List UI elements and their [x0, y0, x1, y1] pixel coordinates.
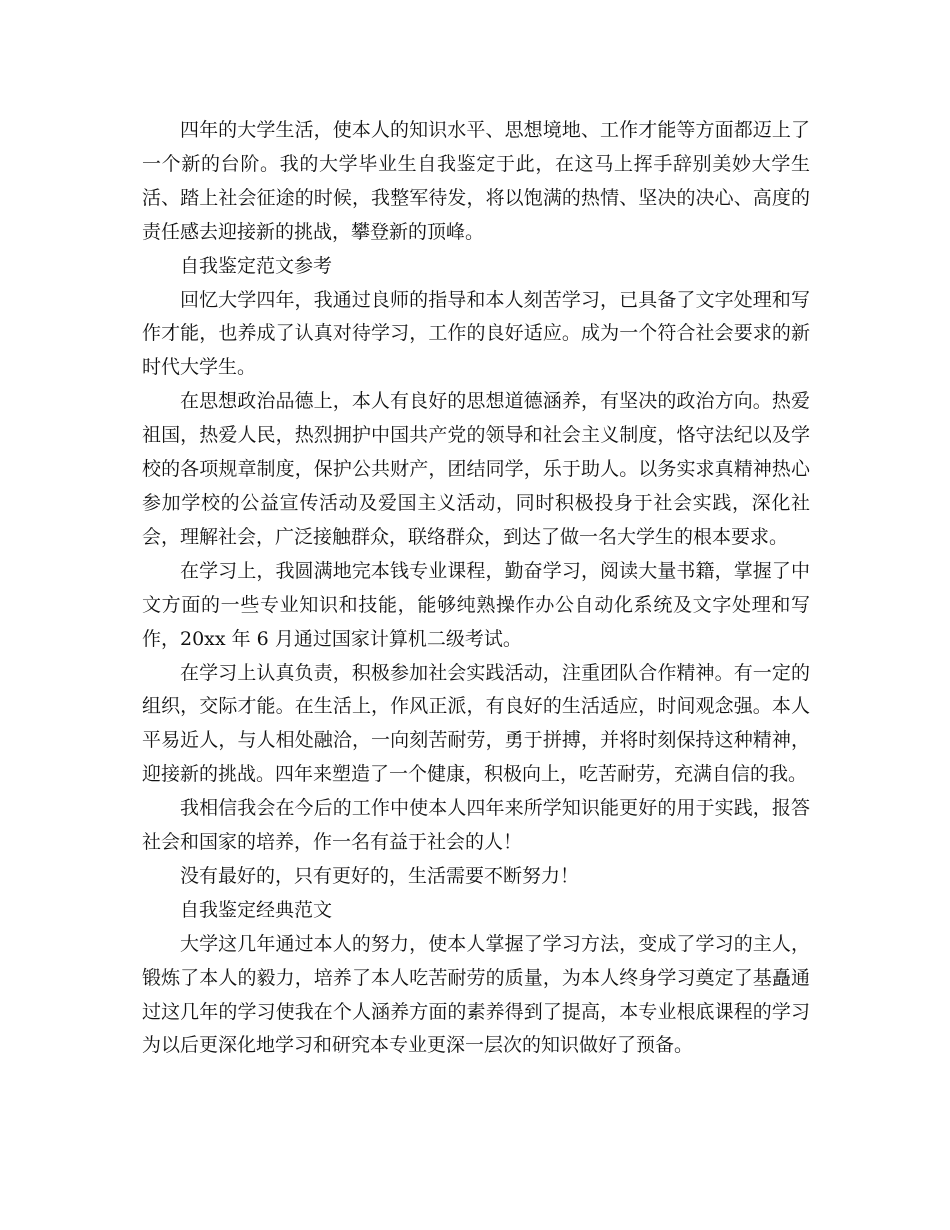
paragraph-politics: 在思想政治品德上，本人有良好的思想道德涵养，有坚决的政治方向。热爱祖国，热爱人民，热烈拥护中国共产党的领导和社会主义制度，恪守法纪以及学校的各项规章制度，保护公共财产，团结同学，乐于助人。以务实求真精神热心参加学校的公益宣传活动及爱国主义活动，同时积极投身于社会实践，深化社会，理解社会，广泛接触群众，联络群众，到达了做一名大学生的根本要求。 [142, 390, 810, 548]
document-body [142, 114, 810, 1063]
paragraph-university-years: 大学这几年通过本人的努力，使本人掌握了学习方法，变成了学习的主人，锻炼了本人的毅力，培养了本人吃苦耐劳的质量，为本人终身学习奠定了基矗通过这几年的学习使我在个人涵养方面的素养得到了提高，本专业根底课程的学习为以后更深化地学习和研究本专业更深一层次的知识做好了预备。 [142, 932, 810, 1057]
paragraph-recall: 回忆大学四年，我通过良师的指导和本人刻苦学习，已具备了文字处理和写作才能，也养成了认真对待学习，工作的良好适应。成为一个符合社会要求的新时代大学生。 [142, 288, 810, 379]
section-heading-classic: 自我鉴定经典范文 [180, 898, 333, 921]
paragraph-study: 在学习上，我圆满地完本钱专业课程，勤奋学习，阅读大量书籍，掌握了中文方面的一些专业知识和技能，能够纯熟操作办公自动化系统及文字处理和写作，20xx 年 6 月通过国家计算机二级考试。 [142, 559, 810, 650]
paragraph-motto: 没有最好的，只有更好的，生活需要不断努力！ [180, 864, 580, 887]
paragraph-intro: 四年的大学生活，使本人的知识水平、思想境地、工作才能等方面都迈上了一个新的台阶。我的大学毕业生自我鉴定于此，在这马上挥手辞别美妙大学生活、踏上社会征途的时候，我整军待发，将以饱满的热情、坚决的决心、高度的责任感去迎接新的挑战，攀登新的顶峰。 [142, 119, 810, 243]
paragraph-practice: 在学习上认真负责，积极参加社会实践活动，注重团队合作精神。有一定的组织，交际才能。在生活上，作风正派，有良好的生活适应，时间观念强。本人平易近人，与人相处融洽，一向刻苦耐劳，勇于拼搏，并将时刻保持这种精神，迎接新的挑战。四年来塑造了一个健康，积极向上，吃苦耐劳，充满自信的我。 [142, 661, 810, 786]
paragraph-future: 我相信我会在今后的工作中使本人四年来所学知识能更好的用于实践，报答社会和国家的培养，作一名有益于社会的人！ [142, 797, 810, 854]
section-heading-reference: 自我鉴定范文参考 [180, 254, 333, 277]
